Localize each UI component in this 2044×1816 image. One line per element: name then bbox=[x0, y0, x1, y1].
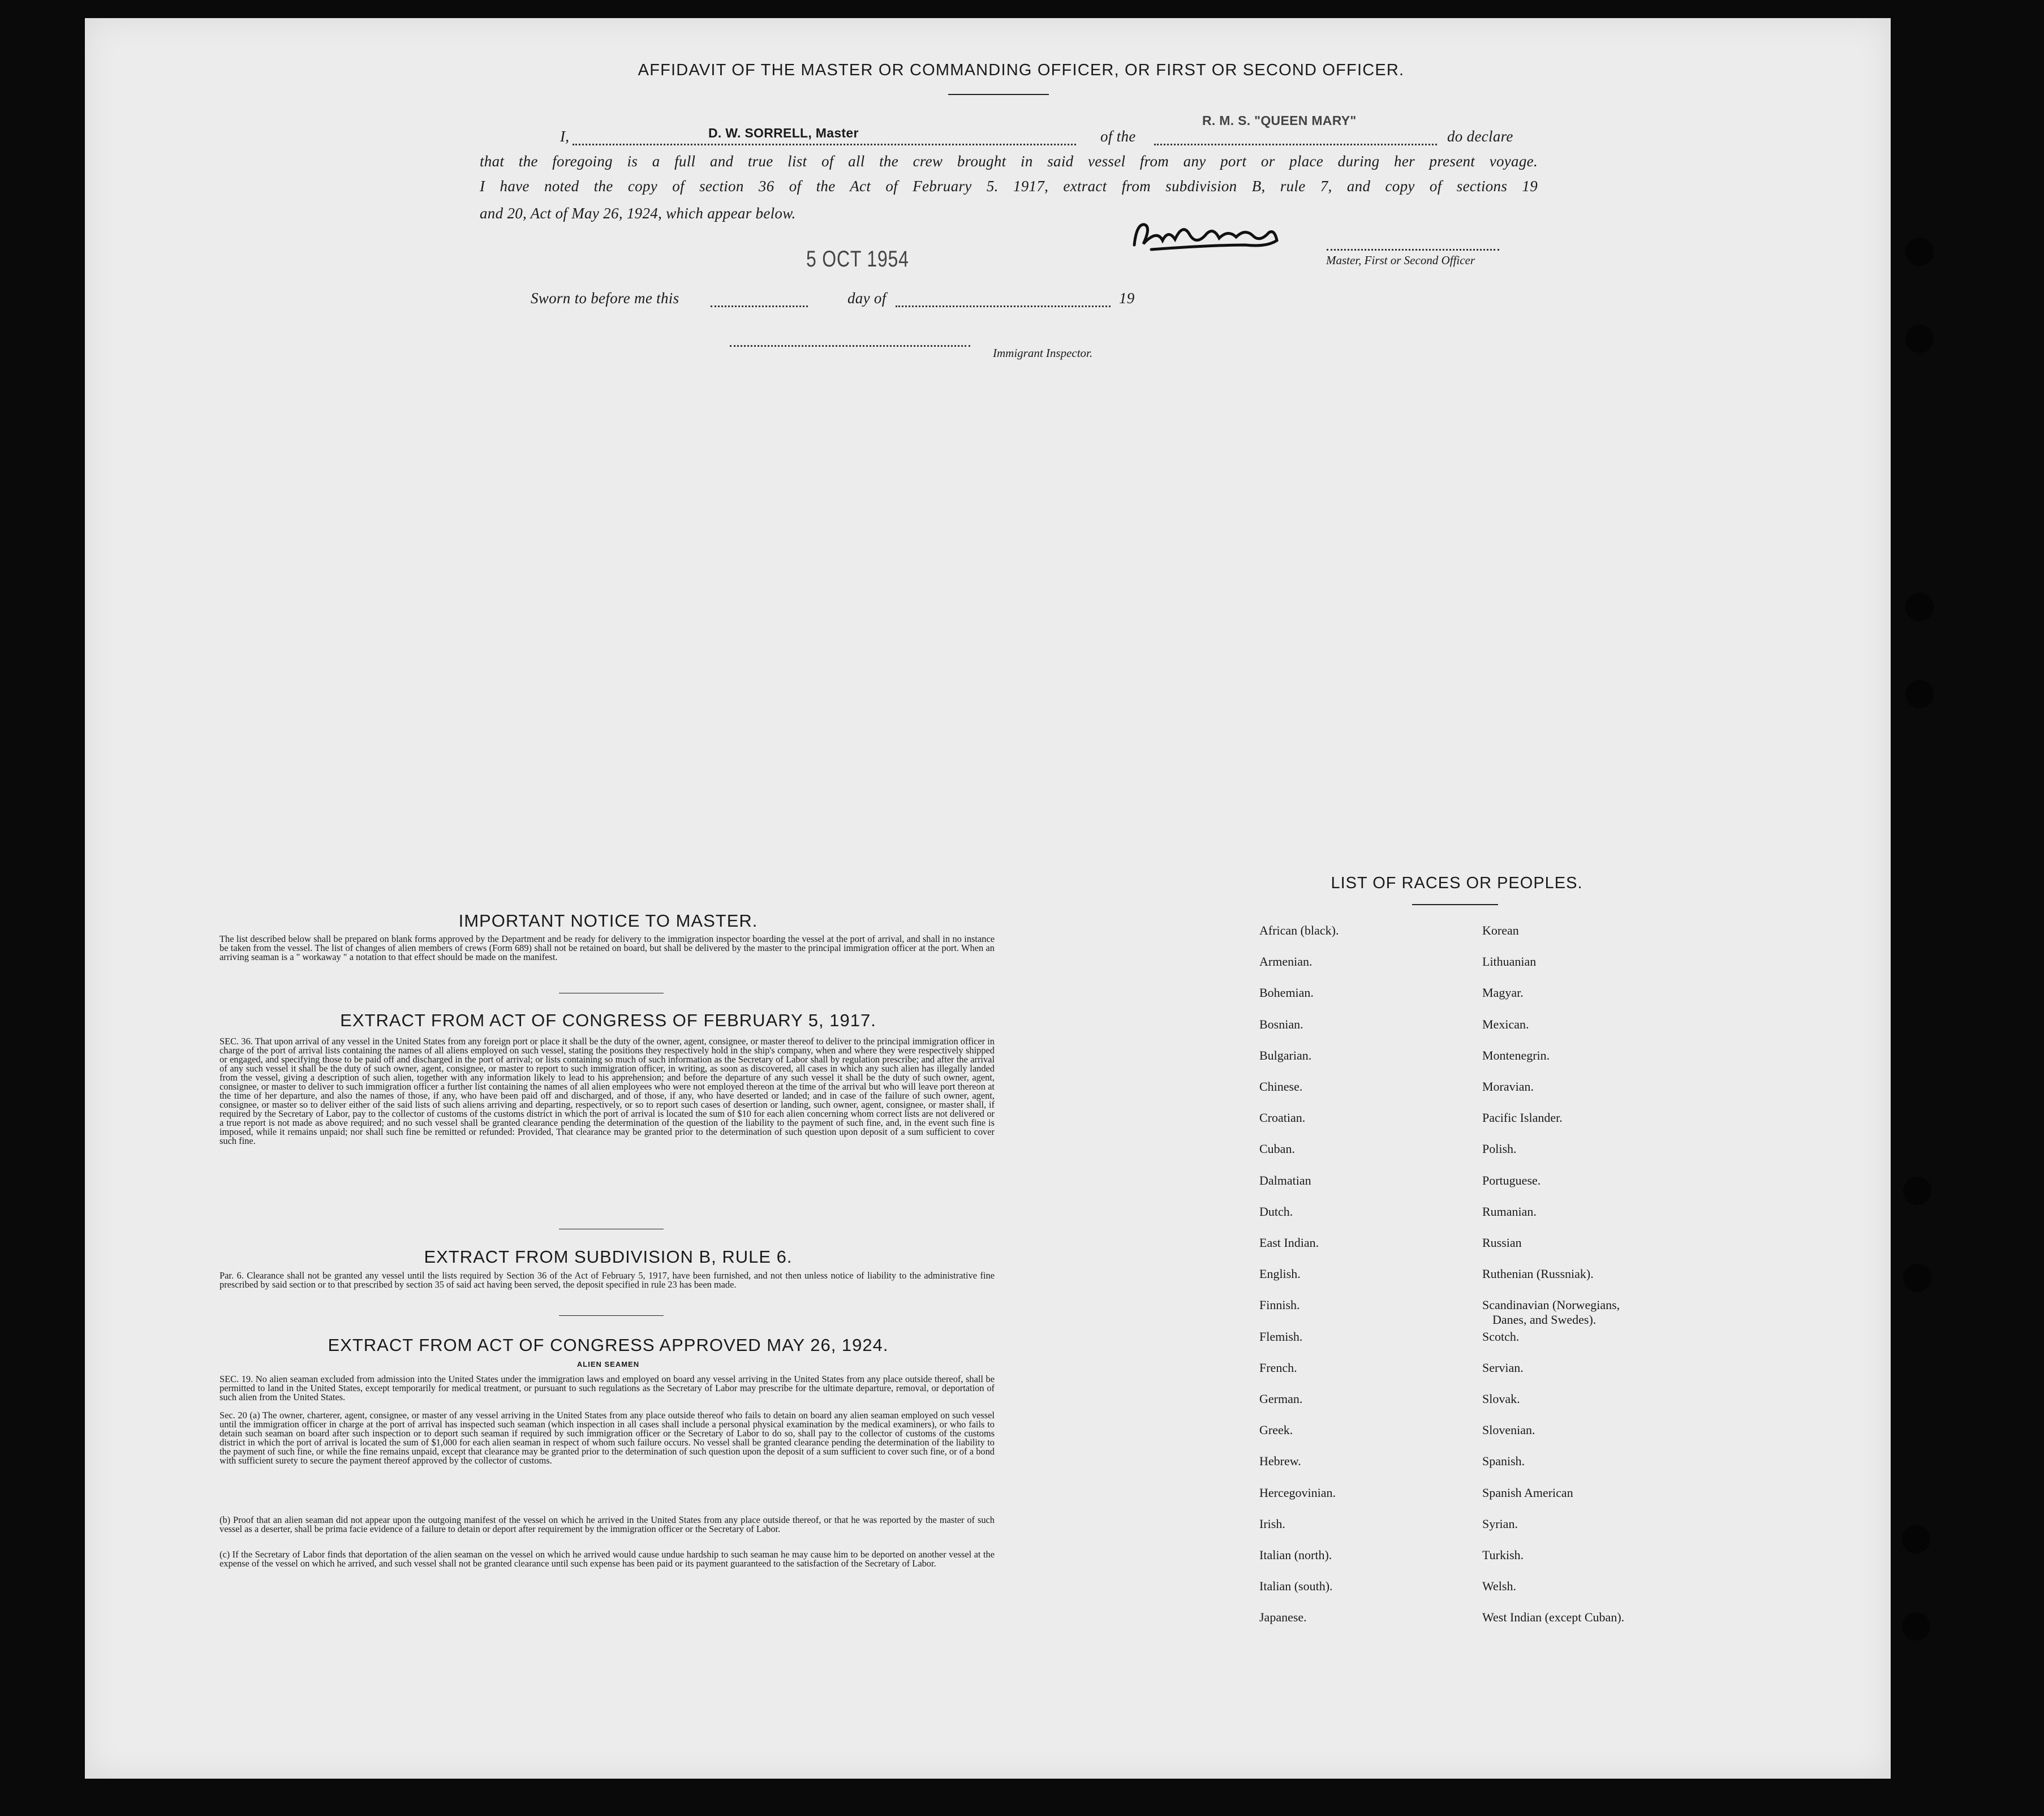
punch-hole bbox=[1902, 1525, 1930, 1554]
sworn-day-field bbox=[711, 287, 808, 307]
race-item: French. bbox=[1259, 1360, 1297, 1375]
sworn-line bbox=[531, 287, 1170, 310]
race-item: Ruthenian (Russniak). bbox=[1482, 1267, 1594, 1281]
race-item: Spanish. bbox=[1482, 1454, 1525, 1469]
date-stamp: 5 OCT 1954 bbox=[806, 247, 909, 272]
race-item: Dutch. bbox=[1259, 1204, 1293, 1219]
extract-rule6-title: EXTRACT FROM SUBDIVISION B, RULE 6. bbox=[424, 1247, 793, 1267]
extract-1924-sec20c: (c) If the Secretary of Labor finds that deportation of the alien seaman on the vessel on which he arrived would cause undue hardship to such seaman he may cause him to be deported on another vessel at the expense of the vessel on which he arrived, and such vessel shall not be granted clearance until such expense has been paid or its payment guaranteed to the satisfaction of the Secretary of Labor. bbox=[220, 1549, 995, 1569]
race-item: Hebrew. bbox=[1259, 1454, 1301, 1469]
extract-1924-sec19: SEC. 19. No alien seaman excluded from admission into the United States under the immigration laws and employed on board any vessel arriving in the United States from any place outside thereof, shall be permitted to land in the United States, except temporarily for medical treatment, or pursuant to such regulations as the Secretary of Labor may prescribe for the ultimate departure, removal, or deportation of such alien from the United States. bbox=[220, 1374, 995, 1402]
race-item: Scotch. bbox=[1482, 1329, 1520, 1344]
race-item: Portuguese. bbox=[1482, 1173, 1541, 1187]
race-item: East Indian. bbox=[1259, 1236, 1319, 1250]
race-item-continuation: Danes, and Swedes). bbox=[1492, 1312, 1597, 1327]
extract-1924-sec20a: Sec. 20 (a) The owner, charterer, agent, consignee, or master of any vessel arriving in the United States from any place outside thereof who fails to detain on board any alien seaman employed on such vessel until the immigration officer in charge at the port of arrival has inspected such seaman (which inspection in all cases shall include a personal physical examination by the medical examiners), or who fails to detain such seaman on board after such inspection or to deport such seaman if required by such immigration officer or the Secretary of Labor to do so, shall pay to the collector of customs of the customs district in which the port of arrival is located the sum of $1,000 for each alien seaman in respect of whom such failure occurs. No vessel shall be granted clearance pending the determination of the liability to the payment of such fine, or while the fine remains unpaid, except that clearance may be granted prior to the determination of such question upon the deposit of a sum sufficient to cover such fine, or of a bond with sufficient surety to secure the payment thereof approved by the collector of customs. bbox=[220, 1410, 995, 1466]
race-item: Welsh. bbox=[1482, 1579, 1516, 1594]
extract-1924-subtitle: ALIEN SEAMEN bbox=[576, 1360, 640, 1369]
race-item: Bohemian. bbox=[1259, 986, 1314, 1000]
race-item: Finnish. bbox=[1259, 1298, 1300, 1312]
punch-hole bbox=[1903, 1264, 1931, 1292]
race-item: Magyar. bbox=[1482, 986, 1524, 1000]
race-item: Scandinavian (Norwegians, bbox=[1482, 1298, 1620, 1312]
race-item: African (black). bbox=[1259, 923, 1339, 937]
inspector-signature-line bbox=[730, 327, 970, 347]
vessel-field bbox=[1154, 126, 1437, 145]
signature-caption: Master, First or Second Officer bbox=[1326, 253, 1475, 267]
race-item: Montenegrin. bbox=[1482, 1048, 1550, 1062]
affidavit-line-1 bbox=[560, 113, 1539, 148]
notice-title: IMPORTANT NOTICE TO MASTER. bbox=[458, 911, 758, 931]
race-item: Spanish American bbox=[1482, 1485, 1573, 1500]
inspector-caption: Immigrant Inspector. bbox=[993, 346, 1093, 360]
punch-hole bbox=[1903, 1177, 1931, 1205]
race-item: Lithuanian bbox=[1482, 954, 1537, 969]
affidavit-line-4: and 20, Act of May 26, 1924, which appear below. bbox=[480, 205, 796, 222]
affidavit-heading: AFFIDAVIT OF THE MASTER OR COMMANDING OFFICER, OR FIRST OR SECOND OFFICER. bbox=[638, 61, 1405, 79]
race-item: Korean bbox=[1482, 923, 1519, 937]
punch-hole bbox=[1905, 593, 1934, 621]
punch-hole bbox=[1905, 238, 1934, 266]
race-item: English. bbox=[1259, 1267, 1301, 1281]
race-item: German. bbox=[1259, 1392, 1303, 1406]
race-item: Mexican. bbox=[1482, 1017, 1529, 1031]
signature-line bbox=[1327, 231, 1499, 251]
race-item: Bulgarian. bbox=[1259, 1048, 1312, 1062]
race-item: Italian (south). bbox=[1259, 1579, 1333, 1594]
punch-hole bbox=[1905, 680, 1934, 708]
races-title: LIST OF RACES OR PEOPLES. bbox=[1331, 874, 1583, 892]
section-rule bbox=[559, 1315, 664, 1316]
race-item: Pacific Islander. bbox=[1482, 1111, 1563, 1125]
i-label: I, bbox=[560, 128, 570, 145]
race-item: Flemish. bbox=[1259, 1329, 1303, 1344]
race-item: Slovenian. bbox=[1482, 1423, 1535, 1438]
race-item: Moravian. bbox=[1482, 1079, 1534, 1094]
extract-1924-sec20b: (b) Proof that an alien seaman did not appear upon the outgoing manifest of the vessel on which he arrived in the United States from any place outside thereof, or that he was reported by the master of such vessel as a deserter, shall be prima facie evidence of a failure to detain or deport after requirement by the immigration officer or the Secretary of Labor. bbox=[220, 1514, 995, 1534]
race-item: Irish. bbox=[1259, 1516, 1285, 1531]
year-prefix: 19 bbox=[1119, 290, 1135, 307]
race-item: Servian. bbox=[1482, 1360, 1524, 1375]
heading-rule bbox=[948, 94, 1049, 95]
race-item: Cuban. bbox=[1259, 1142, 1295, 1156]
notice-text: The list described below shall be prepared on blank forms approved by the Department and be ready for delivery to the immigration inspector boarding the vessel at the port of arrival, and shall in no instance be taken from the vessel. The list of changes of alien members of crews (Form 689) shall not be retained on board, but shall be delivered by the master to the principal immigration officer at the port. When an arriving seaman is a " workaway " a notation to that effect should be made on the manifest. bbox=[220, 933, 995, 962]
master-name: D. W. SORRELL, Master bbox=[708, 126, 859, 140]
race-item: Hercegovinian. bbox=[1259, 1485, 1336, 1500]
race-item: Bosnian. bbox=[1259, 1017, 1303, 1031]
do-declare-label: do declare bbox=[1447, 128, 1513, 145]
race-item: Dalmatian bbox=[1259, 1173, 1311, 1187]
races-title-rule bbox=[1412, 904, 1498, 905]
race-item: Russian bbox=[1482, 1236, 1522, 1250]
race-item: Croatian. bbox=[1259, 1111, 1306, 1125]
vessel-name: R. M. S. "QUEEN MARY" bbox=[1202, 113, 1357, 128]
race-item: West Indian (except Cuban). bbox=[1482, 1610, 1625, 1625]
race-item: Armenian. bbox=[1259, 954, 1313, 969]
sworn-label: Sworn to before me this bbox=[531, 290, 679, 307]
race-item: Turkish. bbox=[1482, 1548, 1524, 1562]
sworn-month-field bbox=[896, 287, 1111, 307]
race-item: Syrian. bbox=[1482, 1516, 1518, 1531]
race-item: Polish. bbox=[1482, 1142, 1517, 1156]
extract-1917-text: SEC. 36. That upon arrival of any vessel in the United States from any foreign port or place it shall be the duty of the owner, agent, consignee, or master thereof to deliver to the principal immigration officer in charge of the port of arrival lists containing the names of all aliens employed on such vessel, stating the positions they respectively hold in the ship's company, when and where they were respectively shipped or engaged, and specifying those to be paid off and discharged in the port of arrival; or lists containing so much of such information as the Secretary of Labor shall by regulation prescribe; and after the arrival of any such vessel it shall be the duty of such owner, agent, consignee, or master to report to such immigration officer, in writing, as soon as discovered, all cases in which any such alien has illegally landed from the vessel, giving a description of such alien, together with any information likely to lead to his apprehension; and before the departure of any such vessel it shall be the duty of such owner, agent, consignee, or master to deliver to such immigration officer a further list containing the names of all alien employees who were not employed thereon at the time of the arrival but who will leave port thereon at the time of her departure, and also the names of those, if any, who have been paid off and discharged, and of those, if any, who have deserted or landed; and in case of the failure of such owner, agent, consignee, or master so to deliver either of the said lists of such aliens arriving and departing, respectively, or so to report such cases of desertion or landing, such owner, agent, consignee, or master shall, if required by the Secretary of Labor, pay to the collector of customs of the customs district in which the port of arrival is located the sum of $10 for each alien concerning whom correct lists are not delivered or a true report is not made as above required; and no such vessel shall be granted clearance pending the determination of the question of the liability to the payment of such fine, and, in the event such fine is imposed, while it remains unpaid; nor shall such fine be remitted or refunded: Provided, That clearance may be granted prior to the determination of such question upon deposit of a sum sufficient to cover such fine. bbox=[220, 1036, 995, 1146]
race-item: Italian (north). bbox=[1259, 1548, 1332, 1562]
of-the-label: of the bbox=[1100, 128, 1136, 145]
extract-1917-title: EXTRACT FROM ACT OF CONGRESS OF FEBRUARY 5, 1917. bbox=[340, 1010, 876, 1030]
race-item: Chinese. bbox=[1259, 1079, 1303, 1094]
extract-rule6-text: Par. 6. Clearance shall not be granted any vessel until the lists required by Section 36 of the Act of February 5, 1917, have been furnished, and not then unless notice of liability to the administrative fine prescribed by said section or to that prescribed by section 35 of said act having been served, the deposit specified in rule 23 has been made. bbox=[220, 1270, 995, 1290]
signature bbox=[1129, 212, 1344, 257]
race-item: Slovak. bbox=[1482, 1392, 1520, 1406]
punch-hole bbox=[1905, 325, 1934, 353]
affidavit-line-3: I have noted the copy of section 36 of the Act of February 5. 1917, extract from subdivision B, rule 7, and copy of sections 19 bbox=[480, 178, 1538, 195]
affidavit-line-2: that the foregoing is a full and true list of all the crew brought in said vessel from any port or place during her present voyage. bbox=[480, 153, 1538, 170]
race-item: Rumanian. bbox=[1482, 1204, 1537, 1219]
extract-1924-title: EXTRACT FROM ACT OF CONGRESS APPROVED MAY 26, 1924. bbox=[328, 1335, 889, 1355]
race-item: Greek. bbox=[1259, 1423, 1293, 1438]
race-item: Japanese. bbox=[1259, 1610, 1307, 1625]
day-of-label: day of bbox=[847, 290, 887, 307]
punch-hole bbox=[1902, 1612, 1930, 1641]
